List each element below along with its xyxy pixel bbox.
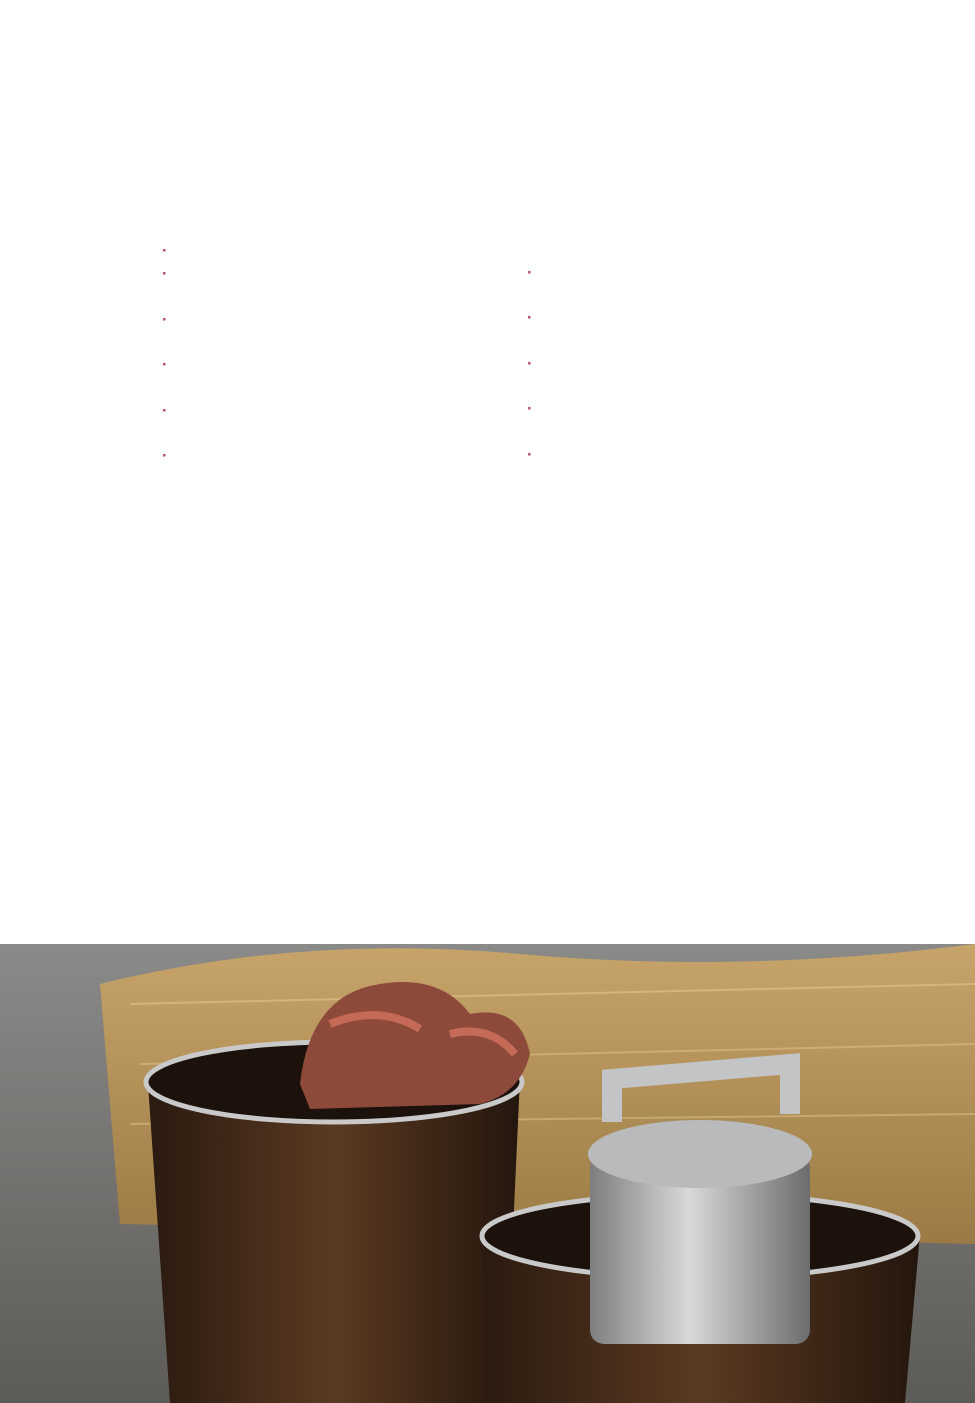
flag-stripe-white: [192, 0, 216, 42]
event-item: ·: [162, 447, 168, 466]
event-item: ·: [162, 401, 168, 420]
event-item: ·: [162, 310, 168, 329]
event-degustazione: [162, 240, 512, 287]
wooden-buckets-photo: [0, 944, 975, 1403]
flag-stripe-red: [216, 0, 240, 42]
italian-flag-icon: [168, 0, 240, 42]
flag-stripe-green: [168, 0, 192, 42]
event-item: ·: [527, 400, 533, 419]
event-item: ·: [527, 309, 533, 328]
event-item: ·: [527, 354, 533, 373]
event-line: ·: [162, 265, 168, 284]
program-left-column: [162, 240, 512, 490]
event-item: ·: [527, 445, 533, 464]
event-line: ·: [162, 242, 168, 260]
event-item: ·: [162, 356, 168, 375]
event-item: ·: [527, 264, 533, 282]
fruit-strip: [44, 0, 72, 880]
program-right-column: [527, 240, 877, 489]
